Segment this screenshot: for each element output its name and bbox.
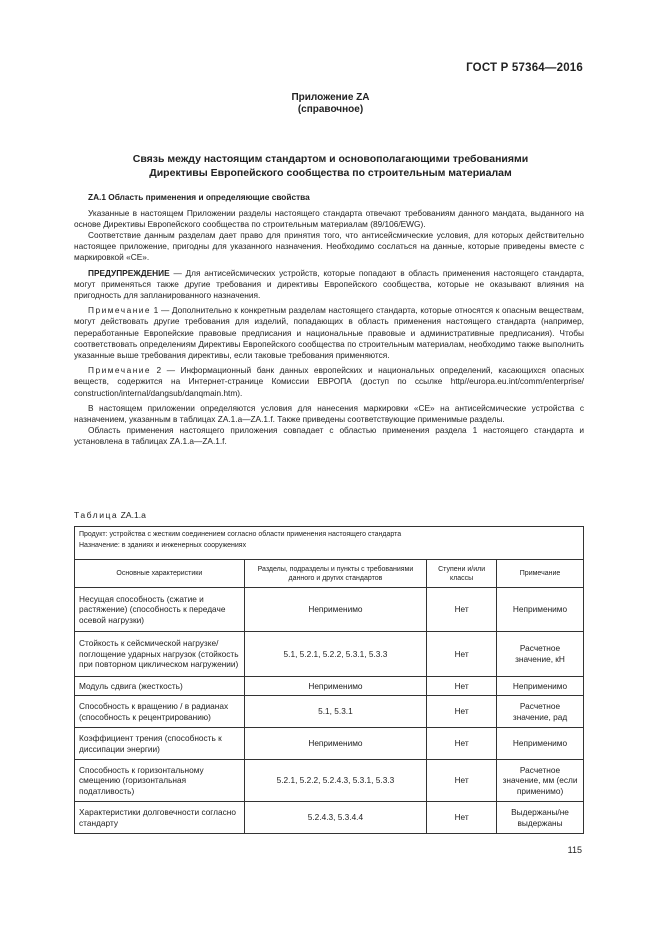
paragraph: Указанные в настоящем Приложении разделы настоящего стандарта отвечают требованиям данного мандата, выданного на основе Директивы Европейского сообщества по строительным материалам (89/106/EWG).: [74, 207, 584, 229]
table-cell: Выдержаны/не выдержаны: [497, 802, 584, 834]
table-caption-id: ZA.1.a: [118, 510, 146, 520]
table-cell: Нет: [427, 802, 497, 834]
table-cell: Расчетное значение, мм (если применимо): [497, 760, 584, 802]
table-cell: Нет: [427, 696, 497, 728]
table-cell: Модуль сдвига (жесткость): [75, 677, 245, 696]
paragraph: Соответствие данным разделам дает право для принятия того, что антисейсмические условия, для которых действительно настоящее приложение, пригодны для указанного назначения. Необходимо сослаться на данные, которые приведены вместе с маркировкой «CE».: [74, 229, 584, 262]
product-text: Продукт: устройства с жестким соединением согласно области применения настоящего стандарта: [79, 531, 402, 538]
main-title-line2: Директивы Европейского сообщества по строительным материалам: [149, 167, 512, 179]
table-cell: Несущая способность (сжатие и растяжение) (способность к передаче осевой нагрузки): [75, 588, 245, 632]
table-row: [75, 802, 584, 834]
purpose-text: Назначение: в зданиях и инженерных сооружениях: [79, 542, 247, 549]
table-cell: Нет: [427, 760, 497, 802]
table-cell: Нет: [427, 588, 497, 632]
paragraph: В настоящем приложении определяются условия для нанесения маркировки «CE» на антисейсмические устройства с назначением, указанным в таблицах ZA.1.a—ZA.1.f. Также приведены соответствующие применимые разделы.: [74, 403, 584, 425]
table-cell: 5.2.4.3, 5.3.4.4: [244, 802, 427, 834]
table-row: [75, 677, 584, 696]
table-cell: Неприменимо: [244, 588, 427, 632]
table-cell: 5.1, 5.2.1, 5.2.2, 5.3.1, 5.3.3: [244, 632, 427, 677]
column-header: Разделы, подразделы и пункты с требованиями данного и других стандартов: [244, 560, 427, 588]
note-text: 1 — Дополнительно к конкретным разделам настоящего стандарта, которые относятся к опасным веществам, могут действовать другие требования для изделий, попадающих в область применения настоящего стандарта (например, переработанные Европейские правовые предписания и национальные правовые и административные предписания). Чтобы соответствовать определениям Директивы Европейского сообщества по строительным материалам, необходимо также выполнить указанные выше требования директивы, если таковые требования применяются.: [74, 305, 584, 360]
table-row: [75, 728, 584, 760]
note-paragraph: [74, 365, 584, 398]
warning-paragraph: [74, 268, 584, 301]
table-row: [75, 632, 584, 677]
note-label: Примечание: [88, 365, 152, 376]
table-cell: Расчетное значение, кН: [497, 632, 584, 677]
section-body: [74, 192, 584, 447]
table-header-row: [75, 560, 584, 588]
table-caption: [74, 510, 146, 520]
table-cell: 5.1, 5.3.1: [244, 696, 427, 728]
section-heading: ZA.1 Область применения и определяющие свойства: [88, 192, 310, 202]
warning-label: ПРЕДУПРЕЖДЕНИЕ: [88, 267, 170, 278]
table-cell: Неприменимо: [244, 728, 427, 760]
table-cell: Способность к горизонтальному смещению (горизонтальная податливость): [75, 760, 245, 802]
table-cell: Способность к вращению / в радианах (способность к рецентрированию): [75, 696, 245, 728]
table-cell: Неприменимо: [244, 677, 427, 696]
column-header: Ступени и/или классы: [427, 560, 497, 588]
table-cell: Нет: [427, 677, 497, 696]
table-product-row: [75, 527, 584, 560]
page-number: 115: [567, 845, 582, 855]
main-title-line1: Связь между настоящим стандартом и основополагающими требованиями: [132, 153, 529, 165]
table-cell: Неприменимо: [497, 588, 584, 632]
document-number: ГОСТ Р 57364—2016: [466, 62, 583, 74]
characteristics-table: [74, 526, 584, 834]
table-cell: Нет: [427, 632, 497, 677]
table-cell: Стойкость к сейсмической нагрузке/поглощение ударных нагрузок (стойкость при повторном циклическом нагружении): [75, 632, 245, 677]
note-paragraph: [74, 305, 584, 360]
table-caption-label: Таблица: [74, 510, 119, 520]
note-text: 2 — Информационный банк данных европейских и национальных определений, касающихся опасных веществ, содержится на Интернет-странице Комиссии ЕВРОПА (доступ по ссылке http//europa.eu.int/comm/enterprise/ construction/internal/dangsub/danqmain.htm).: [74, 365, 584, 398]
table-cell: Неприменимо: [497, 677, 584, 696]
column-header: Основные характеристики: [75, 560, 245, 588]
table-cell: Нет: [427, 728, 497, 760]
table-cell: Расчетное значение, рад: [497, 696, 584, 728]
table-cell: Неприменимо: [497, 728, 584, 760]
table-row: [75, 760, 584, 802]
warning-text: — Для антисейсмических устройств, которые попадают в область применения настоящего стандарта, могут применяться также другие требования и директивы Европейского сообщества, которые не оказывают влияния на пригодность для запланированного назначения.: [74, 267, 584, 300]
table-cell: Коэффициент трения (способность к диссипации энергии): [75, 728, 245, 760]
table-row: [75, 696, 584, 728]
paragraph: Область применения настоящего приложения совпадает с областью применения раздела 1 настоящего стандарта и установлена в таблицах ZA.1.a—ZA.1.f.: [74, 425, 584, 447]
annex-title: Приложение ZA: [291, 92, 370, 103]
table-row: [75, 588, 584, 632]
table-cell: 5.2.1, 5.2.2, 5.2.4.3, 5.3.1, 5.3.3: [244, 760, 427, 802]
note-label: Примечание: [88, 305, 152, 316]
annex-subtitle: (справочное): [297, 104, 364, 115]
column-header: Примечание: [497, 560, 584, 588]
table-cell: Характеристики долговечности согласно стандарту: [75, 802, 245, 834]
